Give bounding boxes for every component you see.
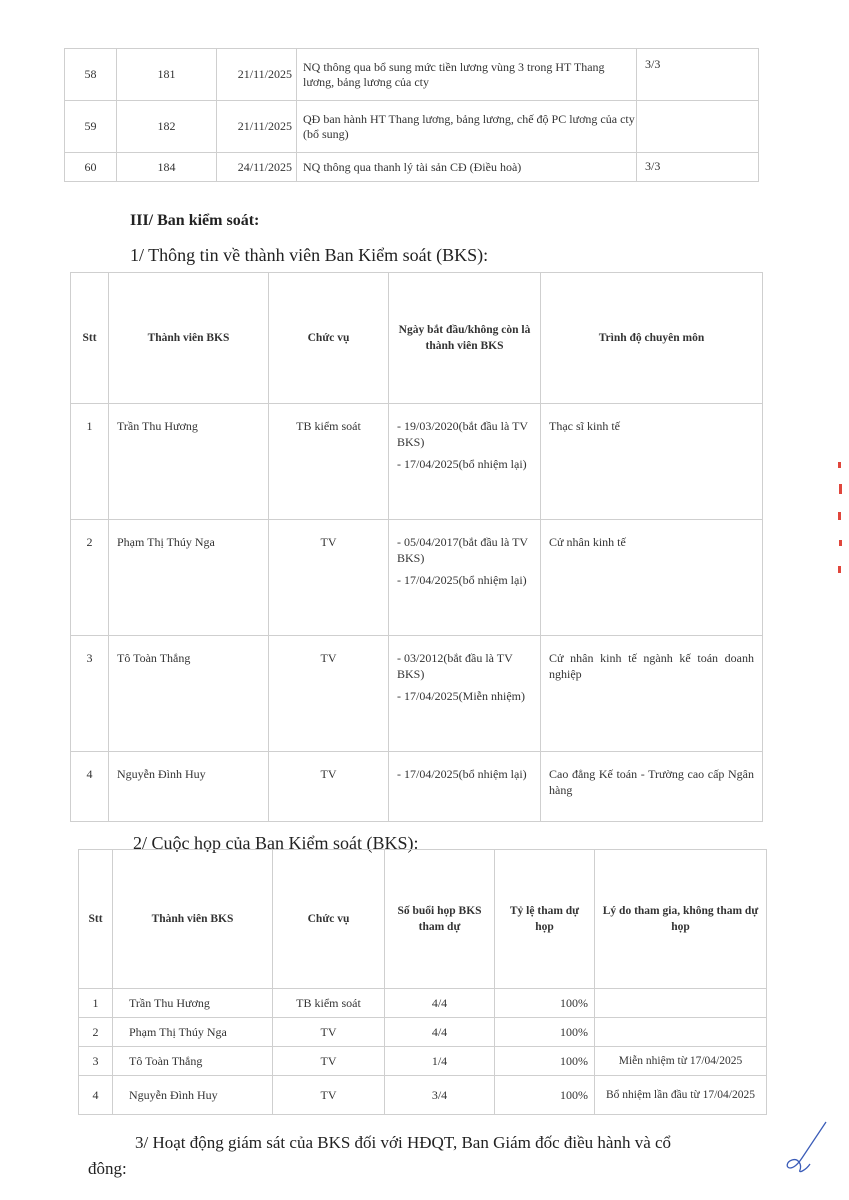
- resolution-content: NQ thông qua bổ sung mức tiền lương vùng 3 trong HT Thang lương, bảng lương của cty: [297, 49, 637, 101]
- header-qualification: Trình độ chuyên môn: [541, 273, 763, 404]
- resolution-date: 24/11/2025: [217, 153, 297, 182]
- meeting-stt: 1: [79, 989, 113, 1018]
- resolution-number: 181: [117, 49, 217, 101]
- member-stt: 3: [71, 636, 109, 752]
- members-table: [70, 272, 763, 822]
- resolution-number: 182: [117, 101, 217, 153]
- member-dates: [389, 520, 541, 636]
- meeting-stt: 3: [79, 1047, 113, 1076]
- table-row: [79, 1076, 767, 1115]
- member-qualification: Thạc sĩ kinh tế: [541, 404, 763, 520]
- member-role: TV: [269, 752, 389, 822]
- meeting-reason: [595, 1018, 767, 1047]
- meeting-role: TB kiểm soát: [273, 989, 385, 1018]
- meeting-stt: 4: [79, 1076, 113, 1115]
- end-date: - 17/04/2025(bổ nhiệm lại): [397, 573, 527, 587]
- section-heading: III/ Ban kiểm soát:: [130, 212, 260, 229]
- meeting-role: TV: [273, 1047, 385, 1076]
- meeting-role: TV: [273, 1076, 385, 1115]
- member-stt: 4: [71, 752, 109, 822]
- table-row: [79, 1047, 767, 1076]
- meeting-rate: 100%: [495, 1018, 595, 1047]
- member-qualification: Cử nhân kinh tế: [541, 520, 763, 636]
- member-dates: [389, 752, 541, 822]
- start-date: - 05/04/2017(bắt đầu là TV BKS): [397, 535, 528, 565]
- start-date: - 03/2012(bắt đầu là TV BKS): [397, 651, 513, 681]
- header-stt: Stt: [71, 273, 109, 404]
- member-role: TB kiểm soát: [269, 404, 389, 520]
- meeting-sessions: 1/4: [385, 1047, 495, 1076]
- vote-ratio: 3/3: [637, 49, 759, 101]
- subsection-meetings-title: 2/ Cuộc họp của Ban Kiểm soát (BKS):: [133, 833, 419, 853]
- margin-stamp-mark: [838, 566, 841, 573]
- member-role: TV: [269, 520, 389, 636]
- header-stt: Stt: [79, 850, 113, 989]
- margin-stamp-mark: [839, 484, 842, 494]
- meeting-sessions: 3/4: [385, 1076, 495, 1115]
- meeting-sessions: 4/4: [385, 1018, 495, 1047]
- subsection-supervision-line1: 3/ Hoạt động giám sát của BKS đối với HĐQT, Ban Giám đốc điều hành và cổ: [135, 1133, 672, 1152]
- member-qualification: Cử nhân kinh tế ngành kế toán doanh nghiệp: [541, 636, 763, 752]
- start-date: - 17/04/2025(bổ nhiệm lại): [397, 767, 527, 781]
- table-row: [65, 153, 759, 182]
- member-name: Trần Thu Hương: [109, 404, 269, 520]
- vote-ratio: 3/3: [637, 153, 759, 182]
- meeting-reason: [595, 989, 767, 1018]
- header-sessions: Số buổi họp BKS tham dự: [385, 850, 495, 989]
- resolution-content: NQ thông qua thanh lý tài sản CĐ (Điều hoà): [297, 153, 637, 182]
- meeting-member-name: Trần Thu Hương: [113, 989, 273, 1018]
- meeting-role: TV: [273, 1018, 385, 1047]
- table-header-row: [71, 273, 763, 404]
- resolutions-table: [64, 48, 759, 182]
- resolution-date: 21/11/2025: [217, 49, 297, 101]
- meeting-rate: 100%: [495, 1076, 595, 1115]
- member-role: TV: [269, 636, 389, 752]
- table-row: [79, 989, 767, 1018]
- end-date: - 17/04/2025(Miễn nhiệm): [397, 689, 525, 703]
- end-date: - 17/04/2025(bổ nhiệm lại): [397, 457, 527, 471]
- vote-ratio: [637, 101, 759, 153]
- row-no: 59: [65, 101, 117, 153]
- table-row: [65, 101, 759, 153]
- meeting-sessions: 4/4: [385, 989, 495, 1018]
- member-dates: [389, 404, 541, 520]
- header-member: Thành viên BKS: [109, 273, 269, 404]
- header-role: Chức vụ: [269, 273, 389, 404]
- resolution-content: QĐ ban hành HT Thang lương, bảng lương, chế độ PC lương của cty (bổ sung): [297, 101, 637, 153]
- meeting-rate: 100%: [495, 1047, 595, 1076]
- table-row: [71, 404, 763, 520]
- margin-stamp-mark: [838, 512, 841, 520]
- member-stt: 2: [71, 520, 109, 636]
- subsection-members-title: 1/ Thông tin về thành viên Ban Kiểm soát (BKS):: [130, 245, 489, 265]
- meeting-reason: Bổ nhiệm lần đầu từ 17/04/2025: [595, 1076, 767, 1115]
- row-no: 60: [65, 153, 117, 182]
- member-name: Nguyễn Đình Huy: [109, 752, 269, 822]
- table-row: [65, 49, 759, 101]
- table-row: [71, 752, 763, 822]
- member-qualification: Cao đẳng Kế toán - Trường cao cấp Ngân hàng: [541, 752, 763, 822]
- meeting-stt: 2: [79, 1018, 113, 1047]
- margin-stamp-mark: [838, 462, 841, 468]
- member-stt: 1: [71, 404, 109, 520]
- meeting-reason: Miễn nhiệm từ 17/04/2025: [595, 1047, 767, 1076]
- meeting-member-name: Phạm Thị Thúy Nga: [113, 1018, 273, 1047]
- table-row: [71, 636, 763, 752]
- meeting-rate: 100%: [495, 989, 595, 1018]
- header-member: Thành viên BKS: [113, 850, 273, 989]
- table-row: [79, 1018, 767, 1047]
- table-row: [71, 520, 763, 636]
- meeting-member-name: Tô Toàn Thắng: [113, 1047, 273, 1076]
- table-header-row: [79, 850, 767, 989]
- header-dates: Ngày bắt đầu/không còn là thành viên BKS: [389, 273, 541, 404]
- start-date: - 19/03/2020(bắt đầu là TV BKS): [397, 419, 528, 449]
- signature-initial-mark: [780, 1118, 830, 1174]
- row-no: 58: [65, 49, 117, 101]
- member-name: Tô Toàn Thắng: [109, 636, 269, 752]
- header-reason: Lý do tham gia, không tham dự họp: [595, 850, 767, 989]
- header-rate: Tỷ lệ tham dự họp: [495, 850, 595, 989]
- member-name: Phạm Thị Thúy Nga: [109, 520, 269, 636]
- margin-stamp-mark: [839, 540, 842, 546]
- resolution-number: 184: [117, 153, 217, 182]
- member-dates: [389, 636, 541, 752]
- meeting-member-name: Nguyễn Đình Huy: [113, 1076, 273, 1115]
- header-role: Chức vụ: [273, 850, 385, 989]
- subsection-supervision-line2: đông:: [88, 1159, 127, 1178]
- meetings-table: [78, 849, 767, 1115]
- resolution-date: 21/11/2025: [217, 101, 297, 153]
